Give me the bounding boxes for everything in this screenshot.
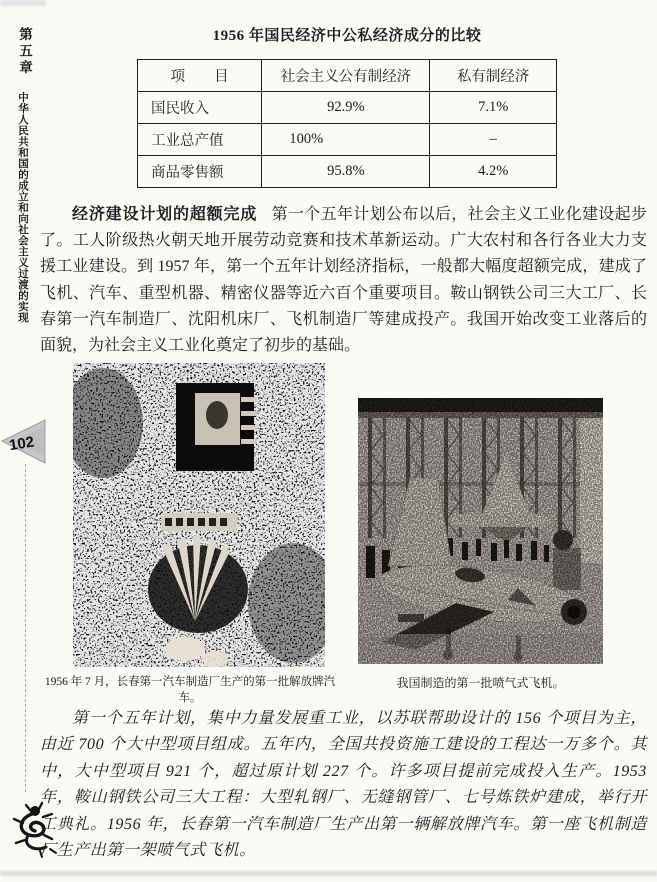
paragraph-first-five-year-plan: 第一个五年计划，集中力量发展重工业，以苏联帮助设计的 156 个项目为主，由近 700 个大中型项目组成。五年内，全国共投资施工建设的工程达一万多个。其中，大中型项目 921 个，超过原计划 227 个。许多项目提前完成投入生产。1953 年，鞍山钢铁公司三大工程：大型轧钢厂、无缝钢管厂、七号炼铁炉建成，举行开工典礼。1956 年，长春第一汽车制造厂生产出第一辆解放牌汽车。第一座飞机制造厂生产出第一架喷气式飞机。	[40, 710, 647, 860]
cell-retail-sales-public: 95.8%	[262, 156, 430, 188]
cell-national-income-private: 7.1%	[430, 92, 557, 124]
cell-industrial-output-public: 100%	[262, 124, 430, 156]
header-item: 项 目	[138, 60, 262, 92]
table-header-row	[138, 60, 557, 92]
photo-jiefang-trucks-celebration	[73, 363, 325, 667]
cell-retail-sales-label: 商品零售额	[138, 156, 262, 188]
flag-pole-line	[25, 464, 26, 792]
caption-left-photo: 1956 年 7 月，长春第一汽车制造厂生产的第一批解放牌汽车。	[44, 676, 336, 704]
table-title: 1956 年国民经济中公私经济成分的比较	[212, 28, 482, 44]
page-number-flag	[0, 416, 48, 466]
cell-retail-sales-private: 4.2%	[430, 156, 557, 188]
cell-industrial-output-label: 工业总产值	[138, 124, 262, 156]
paragraph-plan-overfulfilled	[40, 202, 647, 359]
economy-comparison-table	[137, 59, 557, 188]
table-row-national-income	[138, 92, 557, 124]
caption-right-photo: 我国制造的第一批喷气式飞机。	[396, 676, 565, 690]
table-row-industrial-output	[138, 124, 557, 156]
cell-national-income-label: 国民收入	[138, 92, 262, 124]
sidebar-chapter-label: 第五章	[17, 27, 32, 77]
scan-smudge-bottom	[0, 871, 657, 876]
header-public-economy: 社会主义公有制经济	[262, 60, 430, 92]
table-row-retail-sales	[138, 156, 557, 188]
sidebar-chapter-title: 中华人民共和国的成立和向社会主义过渡的实现	[17, 92, 29, 323]
cell-industrial-output-private: –	[430, 124, 557, 156]
scan-smudge-top	[0, 0, 46, 6]
paragraph-body: 第一个五年计划公布以后，社会主义工业化建设起步了。工人阶级热火朝天地开展劳动竞赛和技术革新运动。广大农村和各行各业大力支援工业建设。到 1957 年，第一个五年计划经济指标，一般都大幅度超额完成，建成了飞机、汽车、重型机器、精密仪器等近六百个重要项目。鞍山钢铁公司三大工厂、长春第一汽车制造厂、沈阳机床厂、飞机制造厂等建成投产。我国开始改变工业落后的面貌，为社会主义工业化奠定了初步的基础。	[40, 206, 647, 355]
header-private-economy: 私有制经济	[430, 60, 557, 92]
photo-jet-aircraft-factory	[358, 398, 603, 664]
paragraph-heading: 经济建设计划的超额完成	[72, 206, 258, 223]
cell-national-income-public: 92.9%	[262, 92, 430, 124]
page-number: 102	[7, 433, 36, 455]
